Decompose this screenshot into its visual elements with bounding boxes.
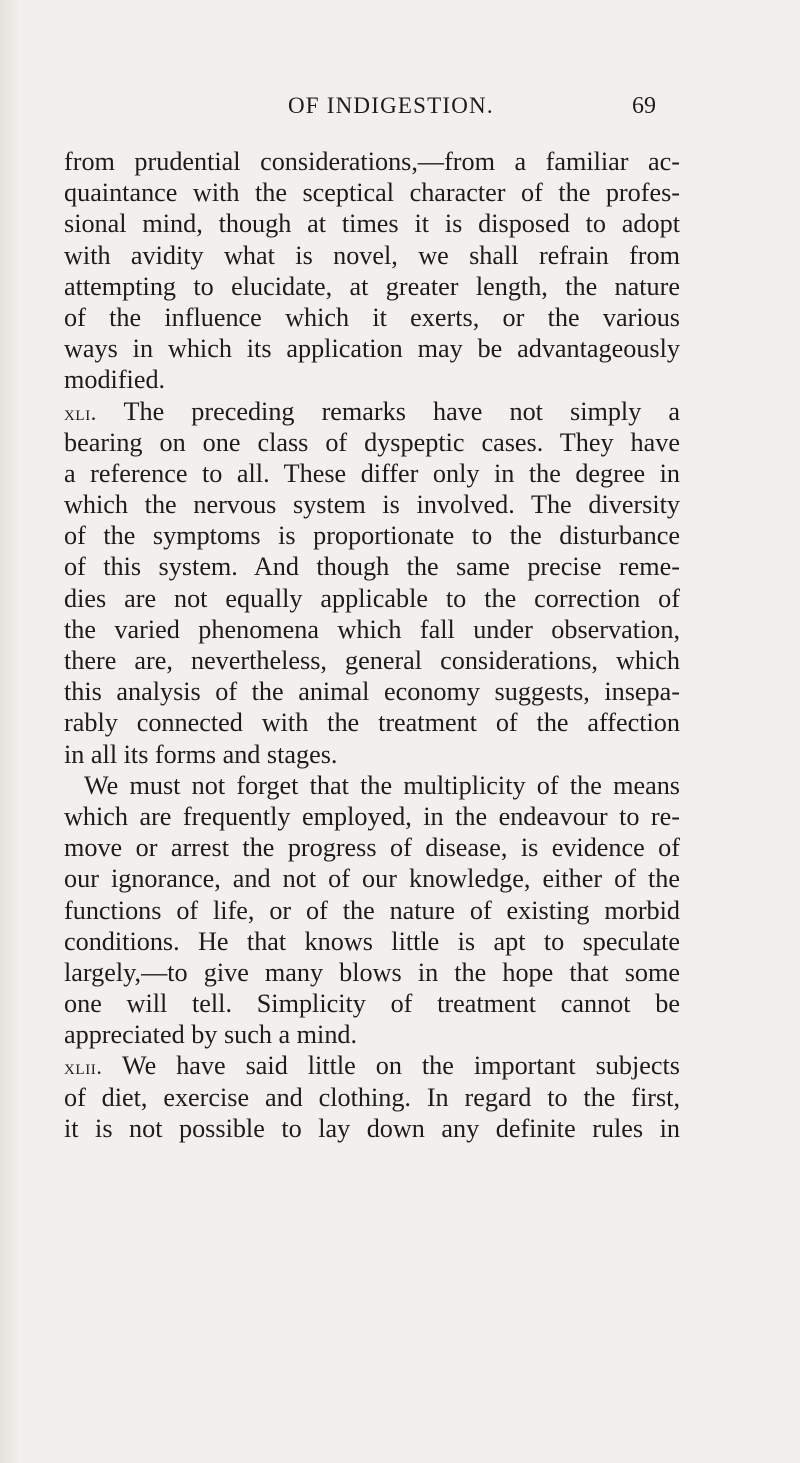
text-line: it is not possible to lay down any definite rules in [64,1113,680,1143]
text-line: The preceding remarks have not simply a [123,396,680,426]
text-line: conditions. He that knows little is apt to speculate [64,926,680,956]
text-line: appreciated by such a mind. [64,1020,358,1050]
text-line: of this system. And though the same precise reme- [64,552,680,582]
text-line: We must not forget that the multiplicity of the means [84,770,680,800]
text-line: dies are not equally applicable to the correction of [64,583,680,613]
text-line: ways in which its application may be advantageously [64,334,680,364]
running-head [0,86,800,126]
text-line: move or arrest the progress of disease, is evidence of [64,833,680,863]
section-opening-line [64,396,680,427]
text-line: this analysis of the animal economy suggests, insepa- [64,677,680,707]
text-line: functions of life, or of the nature of existing morbid [64,895,680,925]
section-marker: xli. [64,399,97,425]
text-line: one will tell. Simplicity of treatment cannot be [64,989,680,1019]
text-line: in all its forms and stages. [64,739,338,769]
text-line: which are frequently employed, in the endeavour to re- [64,801,680,831]
text-line: a reference to all. These differ only in the degree in [64,458,680,488]
text-line: with avidity what is novel, we shall refrain from [64,240,680,270]
section-opening-line [64,1050,680,1081]
text-line: attempting to elucidate, at greater length, the nature [64,271,680,301]
section-marker: xlii. [64,1054,103,1080]
text-line: of the influence which it exerts, or the various [64,302,680,332]
text-line: sional mind, though at times it is disposed to adopt [64,209,680,239]
text-line: of diet, exercise and clothing. In regard to the first, [64,1082,680,1112]
text-line: rably connected with the treatment of the affection [64,708,680,738]
page-number: 69 [632,93,656,119]
text-line: there are, nevertheless, general considerations, which [64,646,680,675]
text-line: modified. [64,365,166,395]
text-line: largely,—to give many blows in the hope that some [64,957,680,987]
text-line: quaintance with the sceptical character of the profes- [64,178,680,208]
text-line: of the symptoms is proportionate to the disturbance [64,521,680,551]
text-line: our ignorance, and not of our knowledge, either of the [64,864,680,894]
running-title: OF INDIGESTION. [288,93,494,118]
text-line: We have said little on the important subjects [122,1051,680,1081]
body-text [64,146,680,1144]
text-line: bearing on one class of dyspeptic cases. They have [64,427,680,457]
text-line: which the nervous system is involved. The diversity [64,490,680,520]
text-line: the varied phenomena which fall under observation, [64,614,680,644]
page-gutter-shadow [0,0,20,1463]
text-line: from prudential considerations,—from a familiar ac- [64,147,680,176]
